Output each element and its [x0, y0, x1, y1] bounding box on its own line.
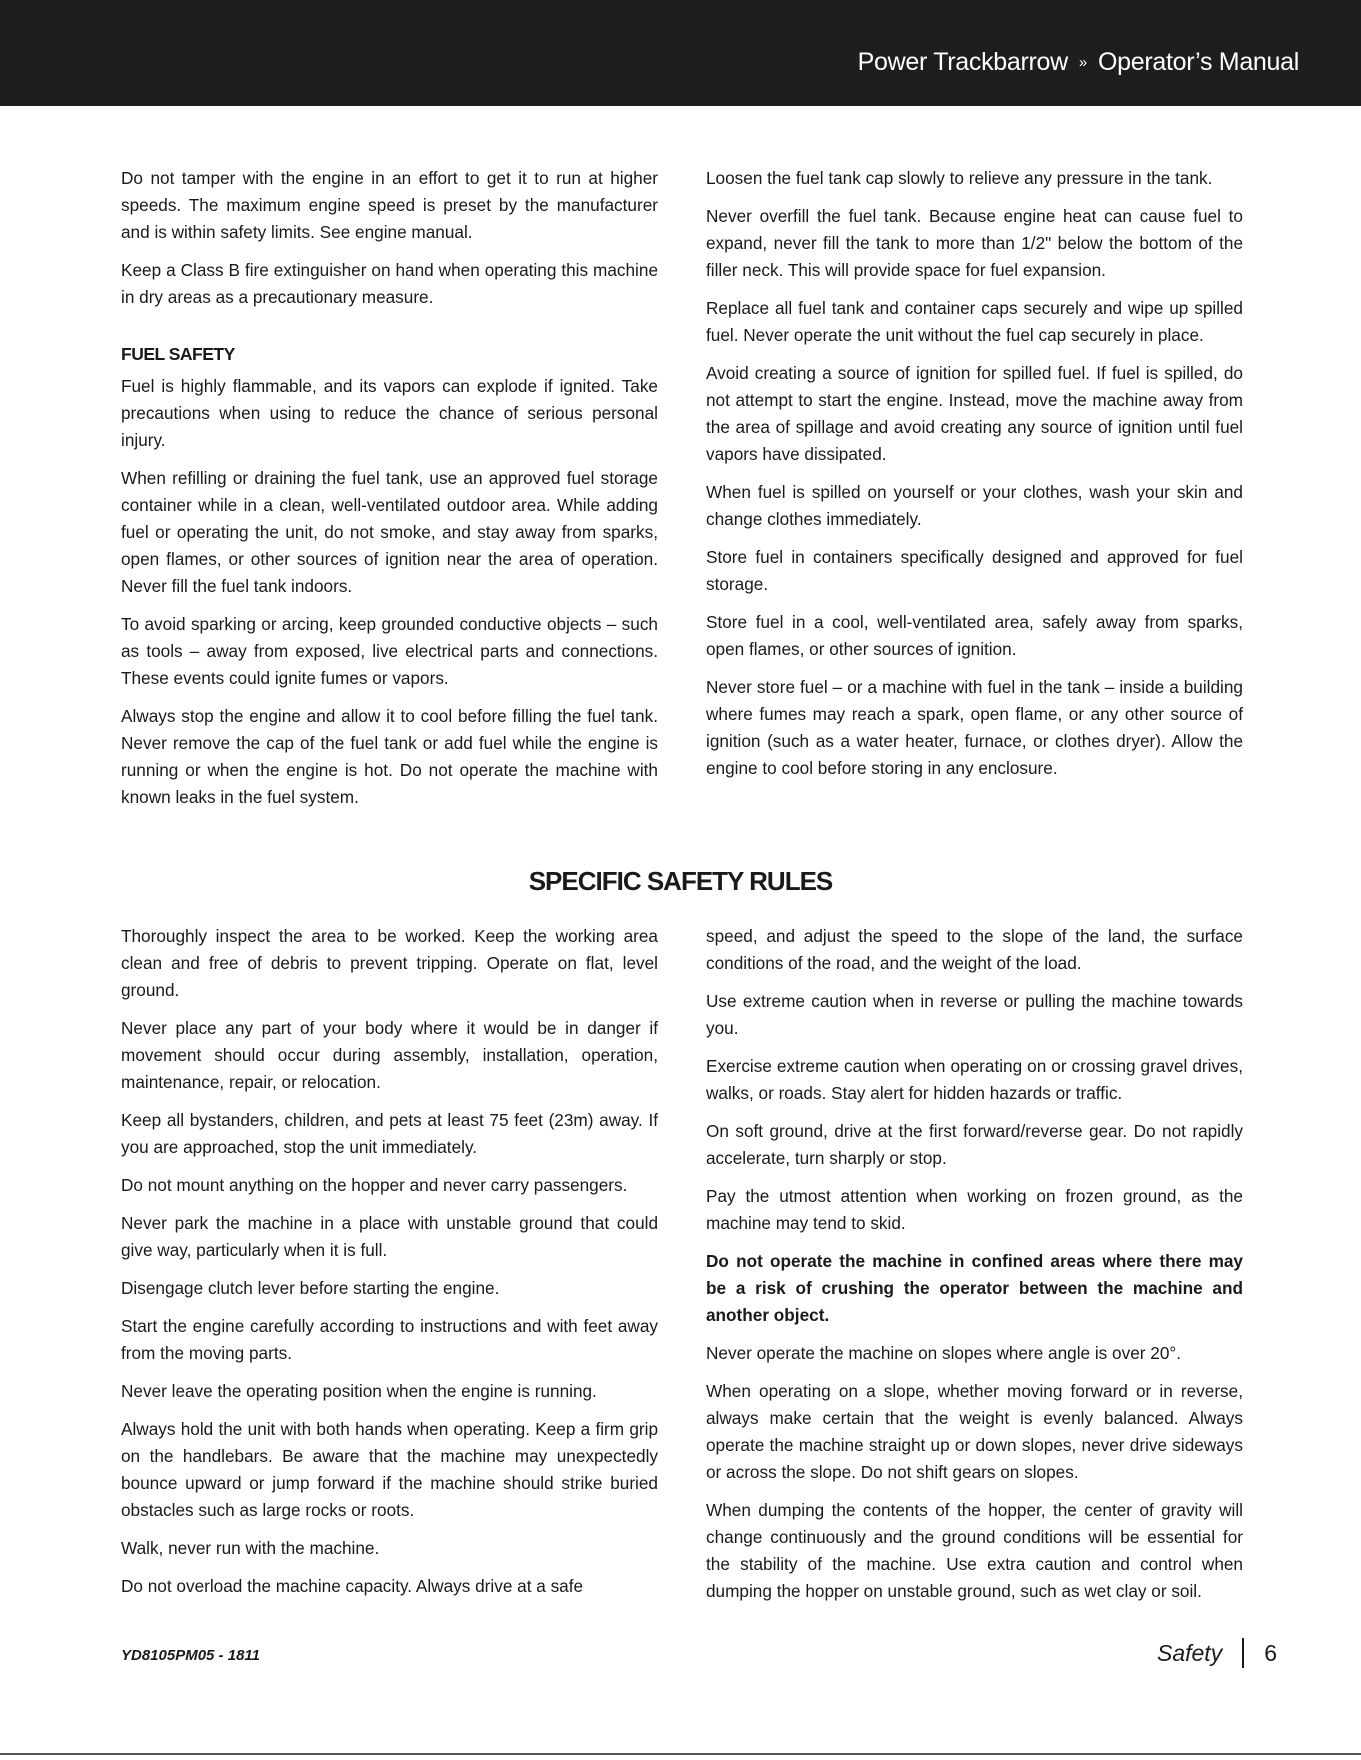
paragraph: Never operate the machine on slopes where angle is over 20°.	[706, 1343, 1182, 1363]
paragraph: Use extreme caution when in reverse or pulling the machine towards you.	[706, 991, 1243, 1038]
paragraph: Never place any part of your body where it would be in danger if movement should occur during assembly, installation, operation, maintenance, repair, or relocation.	[121, 1018, 658, 1092]
paragraph: Pay the utmost attention when working on frozen ground, as the machine may tend to skid.	[706, 1186, 1243, 1233]
paragraph: Never store fuel – or a machine with fuel in the tank – inside a building where fumes may reach a spark, open flame, or any other source of ignition (such as a water heater, furnace, or clothes dryer). Allow the engine to cool before storing in any enclosure.	[706, 677, 1243, 778]
warning-paragraph: Do not operate the machine in confined areas where there may be a risk of crushing the operator between the machine and another object.	[706, 1251, 1243, 1325]
paragraph: Always hold the unit with both hands when operating. Keep a firm grip on the handlebars. Be aware that the machine may unexpectedly bounce upward or jump forward if the machine should strike buried obstacles such as large rocks or roots.	[121, 1419, 658, 1520]
paragraph: Store fuel in a cool, well-ventilated area, safely away from sparks, open flames, or other sources of ignition.	[706, 612, 1243, 659]
paragraph: Do not overload the machine capacity. Always drive at a safe	[121, 1576, 584, 1596]
page-footer	[1157, 1640, 1277, 1670]
paragraph: Disengage clutch lever before starting the engine.	[121, 1278, 500, 1298]
fuel-safety-heading: FUEL SAFETY	[121, 344, 235, 364]
paragraph: When fuel is spilled on yourself or your clothes, wash your skin and change clothes immediately.	[706, 482, 1243, 529]
paragraph: Walk, never run with the machine.	[121, 1538, 380, 1558]
bottom-right-column	[706, 923, 1243, 1616]
paragraph: Loosen the fuel tank cap slowly to relieve any pressure in the tank.	[706, 168, 1213, 188]
header-product: Power Trackbarrow	[857, 48, 1068, 76]
paragraph: Always stop the engine and allow it to cool before filling the fuel tank. Never remove the cap of the fuel tank or add fuel while the engine is running or when the engine is hot. Do not operate the machine with known leaks in the fuel system.	[121, 706, 658, 807]
paragraph: Do not tamper with the engine in an effort to get it to run at higher speeds. The maximum engine speed is preset by the manufacturer and is within safety limits. See engine manual.	[121, 168, 658, 242]
header-bar	[0, 0, 1361, 106]
paragraph: Never overfill the fuel tank. Because engine heat can cause fuel to expand, never fill the tank to more than 1/2" below the bottom of the filler neck. This will provide space for fuel expansion.	[706, 206, 1243, 280]
top-right-column	[706, 165, 1243, 793]
paragraph: When dumping the contents of the hopper, the center of gravity will change continuously and the ground conditions will be essential for the stability of the machine. Use extra caution and control when dumping the hopper on unstable ground, such as wet clay or soil.	[706, 1500, 1243, 1601]
paragraph: Replace all fuel tank and container caps securely and wipe up spilled fuel. Never operate the unit without the fuel cap securely in place.	[706, 298, 1243, 345]
top-left-column	[121, 165, 658, 822]
paragraph: Exercise extreme caution when operating on or crossing gravel drives, walks, or roads. Stay alert for hidden hazards or traffic.	[706, 1056, 1243, 1103]
paragraph: Keep all bystanders, children, and pets at least 75 feet (23m) away. If you are approached, stop the unit immediately.	[121, 1110, 658, 1157]
paragraph: When refilling or draining the fuel tank, use an approved fuel storage container while in a clean, well-ventilated outdoor area. While adding fuel or operating the unit, do not smoke, and stay away from sparks, open flames, or other sources of ignition near the area of operation. Never fill the fuel tank indoors.	[121, 468, 658, 596]
footer-section-name: Safety	[1156, 1640, 1223, 1667]
paragraph: Never leave the operating position when the engine is running.	[121, 1381, 597, 1401]
paragraph: Fuel is highly flammable, and its vapors can explode if ignited. Take precautions when using to reduce the chance of serious personal injury.	[121, 376, 658, 450]
bottom-rule	[0, 1753, 1361, 1755]
page-number: 6	[1264, 1640, 1277, 1667]
footer-divider	[1242, 1638, 1244, 1668]
header-separator: »	[1078, 54, 1087, 71]
paragraph: Avoid creating a source of ignition for spilled fuel. If fuel is spilled, do not attempt to start the engine. Instead, move the machine away from the area of spillage and avoid creating any source of ignition until fuel vapors have dissipated.	[706, 363, 1243, 464]
paragraph: When operating on a slope, whether moving forward or in reverse, always make certain that the weight is evenly balanced. Always operate the machine straight up or down slopes, never drive sideways or across the slope. Do not shift gears on slopes.	[706, 1381, 1243, 1482]
bottom-left-column	[121, 923, 658, 1611]
paragraph: Thoroughly inspect the area to be worked. Keep the working area clean and free of debris to prevent tripping. Operate on flat, level ground.	[121, 926, 658, 1000]
document-code: YD8105PM05 - 1811	[121, 1647, 260, 1664]
paragraph: Never park the machine in a place with unstable ground that could give way, particularly when it is full.	[121, 1213, 658, 1260]
header-title	[858, 48, 1299, 77]
paragraph: Start the engine carefully according to instructions and with feet away from the moving parts.	[121, 1316, 658, 1363]
paragraph: To avoid sparking or arcing, keep grounded conductive objects – such as tools – away from exposed, live electrical parts and connections. These events could ignite fumes or vapors.	[121, 614, 658, 688]
paragraph: speed, and adjust the speed to the slope of the land, the surface conditions of the road, and the weight of the load.	[706, 926, 1243, 973]
paragraph: On soft ground, drive at the first forward/reverse gear. Do not rapidly accelerate, turn sharply or stop.	[706, 1121, 1243, 1168]
header-manual: Operator’s Manual	[1097, 48, 1299, 76]
paragraph: Store fuel in containers specifically designed and approved for fuel storage.	[706, 547, 1243, 594]
section-title: SPECIFIC SAFETY RULES	[528, 866, 833, 896]
paragraph: Do not mount anything on the hopper and never carry passengers.	[121, 1175, 628, 1195]
paragraph: Keep a Class B fire extinguisher on hand when operating this machine in dry areas as a precautionary measure.	[121, 260, 658, 307]
